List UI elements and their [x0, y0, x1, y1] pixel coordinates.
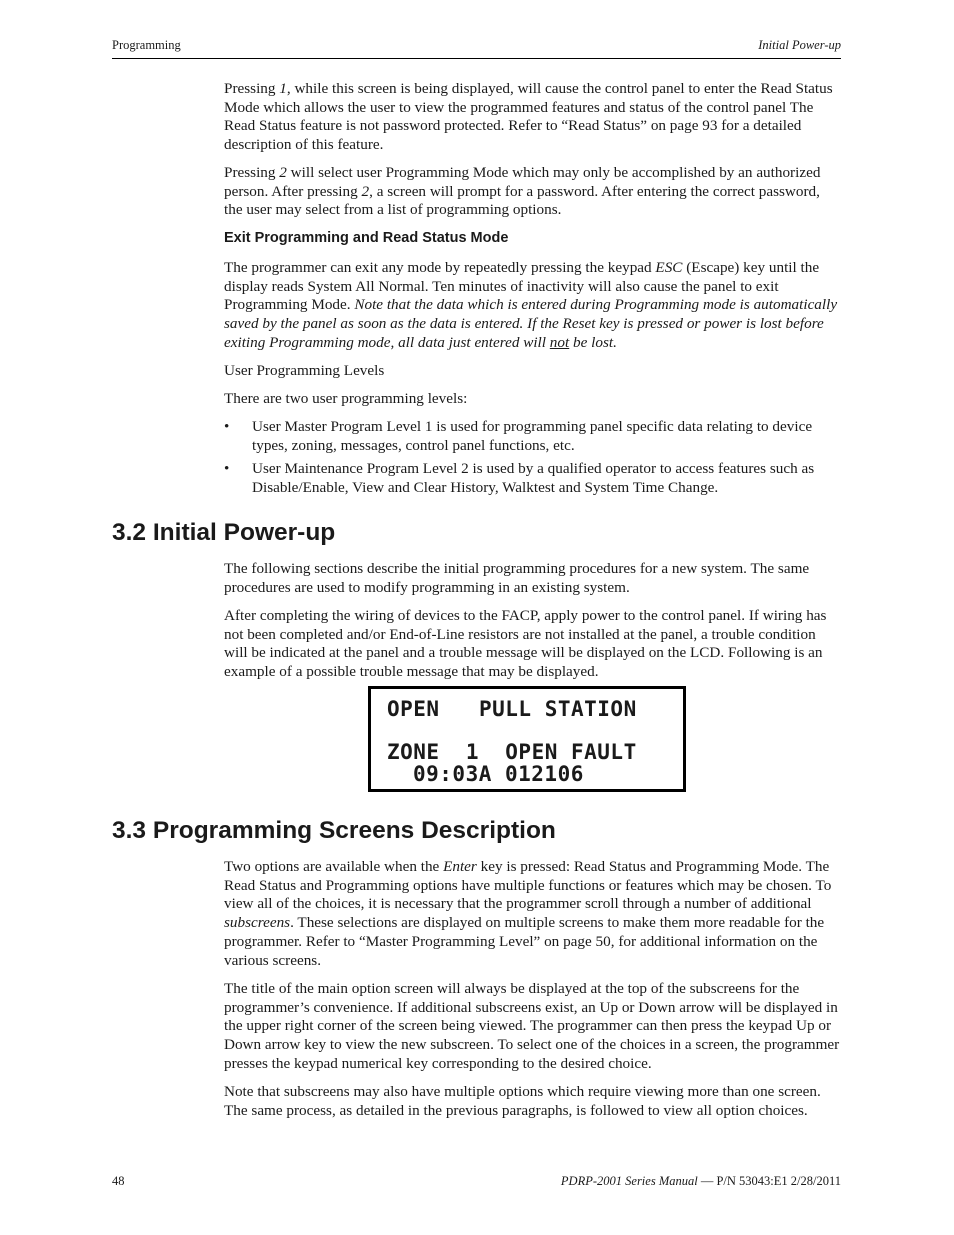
footer-manual-info [561, 1174, 841, 1189]
paragraph-wiring: After completing the wiring of devices to the FACP, apply power to the control panel. If wiring has not been completed and/or End-of-Line resistors are not installed at the panel, a trouble condition will be indicated at the panel and a trouble message will be displayed on the LCD. Following is an example of a possible trouble message that may be displayed. [224, 607, 827, 681]
list-item [224, 418, 842, 456]
subheading-exit: Exit Programming and Read Status Mode [224, 230, 509, 246]
text: will select user Programming Mode which may only be accomplished by an authorized person. After pressing [224, 164, 821, 200]
text: key is pressed: Read Status and Programming Mode. The Read Status and Programming options have multiple functions or features which may be chosen. To view all of the choices, it is necessary that the programmer scroll through a number of additional [224, 858, 832, 913]
key-name: 2 [361, 182, 370, 200]
text: , a screen will prompt for a password. After entering the correct password, the user may select from a list of programming options. [224, 182, 820, 219]
note-text: be lost. [569, 333, 617, 351]
paragraph-two-options [224, 858, 842, 970]
paragraph-exit-mode [224, 259, 842, 353]
text: . These selections are displayed on multiple screens to make them more readable for the programmer. Refer to “Master Programming Level” on page 50, for additional information on the various screens. [224, 914, 825, 969]
bullet: • [224, 460, 230, 477]
text: , while this screen is being displayed, will cause the control panel to enter the Read Status Mode which allows the user to view the programmed features and status of the control panel The Read Status feature is not password protected. Refer to “Read Status” on page 93 for a detailed description of this feature. [224, 80, 833, 154]
lcd-display [368, 686, 686, 792]
paragraph-subscreen-options: Note that subscreens may also have multiple options which require viewing more than one screen. The same process, as detailed in the previous paragraphs, is followed to view all option choices. [224, 1083, 821, 1119]
term-subscreens: subscreens [224, 914, 291, 932]
header-topic: Initial Power-up [758, 38, 841, 52]
text: (Escape) key until the display reads System All Normal. Ten minutes of inactivity will also cause the panel to exit Programming Mode. [224, 259, 820, 314]
emphasis-not: not [549, 333, 570, 351]
text: The programmer can exit any mode by repeatedly pressing the keypad [224, 259, 656, 276]
separator: — [697, 1174, 717, 1188]
text: Pressing [224, 80, 280, 97]
key-name: 1 [279, 80, 287, 97]
bullet: • [224, 418, 230, 435]
paragraph-programming-mode [224, 164, 842, 220]
page-header [112, 38, 841, 59]
paragraph-user-levels: User Programming Levels [224, 362, 385, 379]
lcd-line-1: OPEN PULL STATION [387, 697, 637, 721]
paragraph-two-levels: There are two user programming levels: [224, 390, 468, 407]
paragraph-subscreens-title: The title of the main option screen will always be displayed at the top of the subscreens for the programmer’s convenience. If additional subscreens exist, an Up or Down arrow will be displayed in the upper right corner of the screen being viewed. The programmer can then press the keypad Up or Down arrow key to view the new subscreen. To select one of the choices in a screen, the programmer presses the keypad numerical key corresponding to the desired choice. [224, 980, 840, 1072]
paragraph-initial-intro: The following sections describe the initial programming procedures for a new system. The same procedures are used to modify programming in an existing system. [224, 560, 810, 596]
key-name: ESC [655, 259, 683, 276]
manual-title: PDRP-2001 Series Manual [560, 1174, 698, 1188]
section-title-programming-screens: 3.3 Programming Screens Description [112, 817, 556, 844]
key-name: 2 [279, 164, 287, 181]
lcd-line-2: ZONE 1 OPEN FAULT [387, 740, 637, 764]
text: Pressing [224, 164, 280, 181]
part-number: P/N 53043:E1 2/28/2011 [716, 1174, 841, 1188]
list-item-text: User Master Program Level 1 is used for programming panel specific data relating to device types, zoning, messages, control panel functions, etc. [252, 418, 813, 454]
key-name: Enter [443, 858, 477, 875]
list-item-text: User Maintenance Program Level 2 is used by a qualified operator to access features such as Disable/Enable, View and Clear History, Walktest and System Time Change. [252, 460, 815, 496]
section-title-initial-power-up: 3.2 Initial Power-up [112, 519, 336, 546]
header-section-name: Programming [112, 38, 181, 52]
paragraph-read-status [224, 80, 842, 155]
note-text: Note that the data which is entered during Programming mode is automatically saved by the panel as soon as the data is entered. If the Reset key is pressed or power is lost before exiting Programming mode, all data just entered will [224, 296, 838, 351]
page-number: 48 [112, 1174, 125, 1188]
text: Two options are available when the [224, 858, 444, 875]
lcd-line-3: 09:03A 012106 [413, 762, 584, 786]
list-item [224, 460, 842, 498]
